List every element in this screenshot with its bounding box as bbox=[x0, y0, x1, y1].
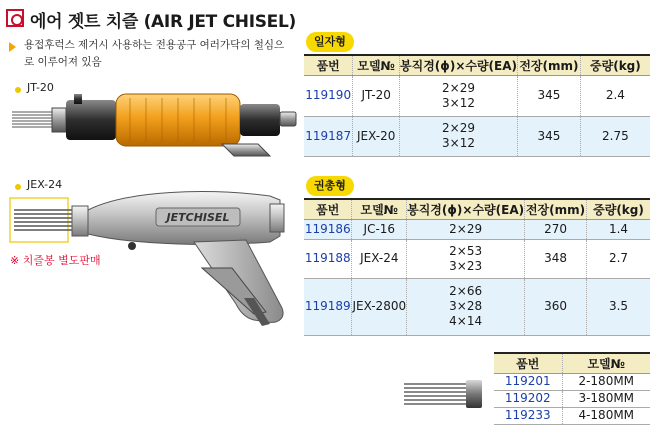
cell-model: JC-16 bbox=[352, 219, 407, 239]
cell-spec bbox=[407, 278, 525, 335]
cell-code: 119202 bbox=[494, 390, 562, 407]
table-row bbox=[494, 373, 650, 390]
chisel-needle-image bbox=[396, 372, 490, 414]
tag-straight-type: 일자형 bbox=[306, 32, 354, 52]
table-row bbox=[494, 390, 650, 407]
spec-line: 2×66 bbox=[449, 284, 483, 298]
logo-square-icon bbox=[6, 9, 24, 27]
jex24-brand-text: JETCHISEL bbox=[166, 211, 230, 224]
cell-model: JEX-24 bbox=[352, 239, 407, 278]
cell-length: 345 bbox=[518, 75, 581, 116]
cell-model: 2-180MM bbox=[562, 373, 650, 390]
header-model: 모델№ bbox=[352, 199, 407, 219]
model-label-jex24: JEX-24 bbox=[27, 178, 63, 191]
cell-code: 119188 bbox=[304, 239, 352, 278]
cell-length: 270 bbox=[525, 219, 587, 239]
spec-line: 3×12 bbox=[442, 136, 475, 150]
note-chisel-sold-separately: ※ 치즐봉 별도판매 bbox=[10, 254, 101, 267]
cell-code: 119233 bbox=[494, 407, 562, 424]
cell-model: 4-180MM bbox=[562, 407, 650, 424]
cell-spec bbox=[407, 239, 525, 278]
table-header-row bbox=[494, 353, 650, 373]
cell-weight: 3.5 bbox=[587, 278, 650, 335]
cell-length: 345 bbox=[518, 116, 581, 156]
header-code: 품번 bbox=[304, 55, 353, 75]
cell-length: 360 bbox=[525, 278, 587, 335]
header-spec: 봉직경(ϕ)×수량(EA) bbox=[407, 199, 525, 219]
spec-line: 2×29 bbox=[442, 121, 475, 135]
spec-line: 3×28 bbox=[449, 299, 483, 313]
header-code: 품번 bbox=[304, 199, 352, 219]
cell-weight: 2.75 bbox=[580, 116, 650, 156]
header-code: 품번 bbox=[494, 353, 562, 373]
product-description: 용접후럭스 제거시 사용하는 전용공구 여러가닥의 철심으로 이루어져 있음 bbox=[24, 39, 285, 68]
table-row bbox=[304, 116, 650, 156]
jt20-tool-image bbox=[8, 86, 306, 160]
cell-code: 119201 bbox=[494, 373, 562, 390]
table-row bbox=[304, 239, 650, 278]
cell-length: 348 bbox=[525, 239, 587, 278]
cell-weight: 2.4 bbox=[580, 75, 650, 116]
cell-model: JEX-2800 bbox=[352, 278, 407, 335]
table-row bbox=[494, 407, 650, 424]
spec-line: 3×12 bbox=[442, 95, 475, 110]
table-header-row bbox=[304, 199, 650, 219]
cell-code: 119187 bbox=[304, 116, 353, 156]
model-label-jt20: JT-20 bbox=[27, 81, 54, 94]
page-title: 에어 젯트 치즐 (AIR JET CHISEL) bbox=[30, 12, 296, 32]
arrow-bullet-icon bbox=[9, 42, 16, 52]
table-row bbox=[304, 75, 650, 116]
cell-code: 119186 bbox=[304, 219, 352, 239]
spec-line: 2×53 bbox=[449, 243, 483, 258]
spec-line: 2×29 bbox=[449, 221, 483, 236]
table-row bbox=[304, 278, 650, 335]
header-weight: 중량(kg) bbox=[587, 199, 650, 219]
straight-type-table bbox=[304, 54, 650, 157]
cell-code: 119189 bbox=[304, 278, 352, 335]
header-length: 전장(mm) bbox=[518, 55, 581, 75]
cell-spec bbox=[400, 116, 518, 156]
spec-line: 2×29 bbox=[442, 80, 475, 95]
cell-code: 119190 bbox=[304, 75, 353, 116]
cell-model: 3-180MM bbox=[562, 390, 650, 407]
pistol-type-table bbox=[304, 198, 650, 336]
cell-weight: 2.7 bbox=[587, 239, 650, 278]
cell-weight: 1.4 bbox=[587, 219, 650, 239]
table-header-row bbox=[304, 55, 650, 75]
header-model: 모델№ bbox=[562, 353, 650, 373]
cell-spec bbox=[400, 75, 518, 116]
spec-line: 4×14 bbox=[449, 314, 483, 328]
header-spec: 봉직경(ϕ)×수량(EA) bbox=[400, 55, 518, 75]
chisel-needle-table bbox=[494, 352, 650, 425]
tag-pistol-type: 권총형 bbox=[306, 176, 354, 196]
spec-line: 3×23 bbox=[449, 258, 483, 273]
table-row bbox=[304, 219, 650, 239]
header-length: 전장(mm) bbox=[525, 199, 587, 219]
header-model: 모델№ bbox=[353, 55, 400, 75]
cell-model: JEX-20 bbox=[353, 116, 400, 156]
header-weight: 중량(kg) bbox=[580, 55, 650, 75]
cell-spec bbox=[407, 219, 525, 239]
cell-model: JT-20 bbox=[353, 75, 400, 116]
